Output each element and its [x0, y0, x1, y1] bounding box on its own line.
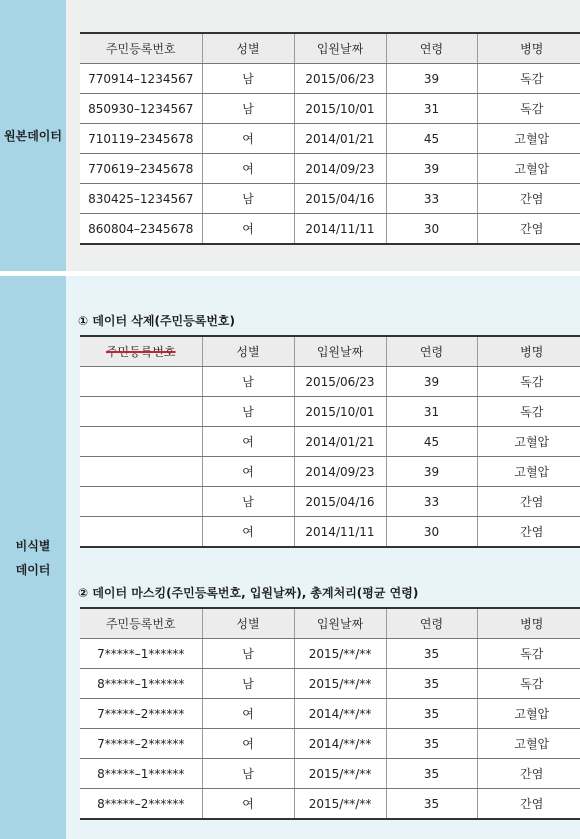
deidentified-data-label: 비식별 데이터 — [0, 276, 66, 839]
cell-age: 30 — [386, 517, 477, 548]
header-disease: 병명 — [477, 608, 580, 639]
header-admission-date: 입원날짜 — [294, 608, 386, 639]
cell-rrn: 860804–2345678 — [80, 214, 202, 245]
original-data-content — [66, 0, 580, 271]
cell-gender: 남 — [202, 759, 294, 789]
cell-rrn — [80, 427, 202, 457]
cell-admission-date: 2014/11/11 — [294, 517, 386, 548]
cell-rrn — [80, 367, 202, 397]
section1-title: ① 데이터 삭제(주민등록번호) — [78, 314, 235, 328]
original-data-table — [80, 32, 580, 245]
cell-admission-date: 2015/04/16 — [294, 184, 386, 214]
header-gender: 성별 — [202, 336, 294, 367]
cell-admission-date: 2014/01/21 — [294, 124, 386, 154]
cell-disease: 간염 — [477, 759, 580, 789]
cell-age: 31 — [386, 94, 477, 124]
cell-disease: 고혈압 — [477, 124, 580, 154]
cell-admission-date: 2015/10/01 — [294, 94, 386, 124]
header-age: 연령 — [386, 336, 477, 367]
cell-rrn: 8*****–2****** — [80, 789, 202, 820]
cell-rrn — [80, 457, 202, 487]
cell-gender: 여 — [202, 124, 294, 154]
cell-disease: 고혈압 — [477, 154, 580, 184]
cell-disease: 독감 — [477, 94, 580, 124]
cell-admission-date: 2014/09/23 — [294, 154, 386, 184]
header-rrn-deleted: 주민등록번호 — [80, 336, 202, 367]
cell-rrn: 8*****–1****** — [80, 759, 202, 789]
original-rows — [80, 64, 580, 245]
cell-rrn — [80, 487, 202, 517]
deletion-table — [80, 335, 580, 548]
cell-gender: 여 — [202, 457, 294, 487]
cell-age: 33 — [386, 184, 477, 214]
table-header-row — [80, 33, 580, 64]
cell-disease: 고혈압 — [477, 699, 580, 729]
table-row — [80, 64, 580, 94]
cell-gender: 여 — [202, 214, 294, 245]
cell-gender: 남 — [202, 184, 294, 214]
cell-gender: 여 — [202, 154, 294, 184]
cell-disease: 간염 — [477, 214, 580, 245]
cell-age: 35 — [386, 639, 477, 669]
table-row — [80, 184, 580, 214]
table-row — [80, 154, 580, 184]
cell-age: 39 — [386, 154, 477, 184]
cell-age: 33 — [386, 487, 477, 517]
cell-age: 30 — [386, 214, 477, 245]
cell-age: 35 — [386, 699, 477, 729]
cell-gender: 남 — [202, 64, 294, 94]
cell-rrn — [80, 517, 202, 548]
cell-disease: 간염 — [477, 789, 580, 820]
cell-admission-date: 2014/01/21 — [294, 427, 386, 457]
table-row — [80, 124, 580, 154]
cell-admission-date: 2015/**/** — [294, 639, 386, 669]
cell-age: 35 — [386, 759, 477, 789]
masking-rows — [80, 639, 580, 820]
header-disease: 병명 — [477, 336, 580, 367]
section2-title: ② 데이터 마스킹(주민등록번호, 입원날짜), 총계처리(평균 연령) — [78, 586, 419, 600]
cell-admission-date: 2015/04/16 — [294, 487, 386, 517]
cell-admission-date: 2015/**/** — [294, 789, 386, 820]
original-data-section — [0, 0, 580, 271]
cell-disease: 독감 — [477, 64, 580, 94]
cell-rrn — [80, 397, 202, 427]
cell-gender: 여 — [202, 789, 294, 820]
table-row — [80, 669, 580, 699]
original-data-label: 원본데이터 — [0, 0, 66, 271]
cell-gender: 남 — [202, 669, 294, 699]
table-row — [80, 367, 580, 397]
cell-age: 35 — [386, 669, 477, 699]
table-row — [80, 487, 580, 517]
cell-gender: 여 — [202, 729, 294, 759]
cell-gender: 남 — [202, 94, 294, 124]
deidentified-data-section — [0, 276, 580, 839]
cell-age: 45 — [386, 427, 477, 457]
cell-admission-date: 2014/**/** — [294, 699, 386, 729]
cell-age: 39 — [386, 457, 477, 487]
table-row — [80, 427, 580, 457]
cell-disease: 고혈압 — [477, 457, 580, 487]
table-row — [80, 699, 580, 729]
cell-gender: 남 — [202, 367, 294, 397]
cell-age: 39 — [386, 64, 477, 94]
cell-rrn: 7*****–2****** — [80, 699, 202, 729]
cell-disease: 독감 — [477, 639, 580, 669]
header-disease: 병명 — [477, 33, 580, 64]
table-row — [80, 457, 580, 487]
deletion-rows — [80, 367, 580, 548]
cell-rrn: 7*****–1****** — [80, 639, 202, 669]
cell-admission-date: 2015/**/** — [294, 669, 386, 699]
cell-rrn: 830425–1234567 — [80, 184, 202, 214]
header-gender: 성별 — [202, 33, 294, 64]
cell-disease: 고혈압 — [477, 427, 580, 457]
cell-disease: 독감 — [477, 397, 580, 427]
header-admission-date: 입원날짜 — [294, 336, 386, 367]
header-rrn: 주민등록번호 — [80, 33, 202, 64]
table-row — [80, 397, 580, 427]
header-age: 연령 — [386, 33, 477, 64]
cell-admission-date: 2015/06/23 — [294, 367, 386, 397]
cell-disease: 독감 — [477, 367, 580, 397]
cell-age: 31 — [386, 397, 477, 427]
table-row — [80, 759, 580, 789]
table-row — [80, 94, 580, 124]
header-age: 연령 — [386, 608, 477, 639]
cell-rrn: 710119–2345678 — [80, 124, 202, 154]
cell-admission-date: 2015/06/23 — [294, 64, 386, 94]
cell-rrn: 770914–1234567 — [80, 64, 202, 94]
cell-age: 39 — [386, 367, 477, 397]
cell-gender: 남 — [202, 397, 294, 427]
table-row — [80, 214, 580, 245]
cell-disease: 고혈압 — [477, 729, 580, 759]
cell-rrn: 770619–2345678 — [80, 154, 202, 184]
cell-rrn: 8*****–1****** — [80, 669, 202, 699]
masking-table — [80, 607, 580, 820]
table-row — [80, 517, 580, 548]
deidentified-data-content — [66, 276, 580, 839]
cell-gender: 남 — [202, 639, 294, 669]
cell-gender: 여 — [202, 699, 294, 729]
cell-admission-date: 2014/09/23 — [294, 457, 386, 487]
header-rrn: 주민등록번호 — [80, 608, 202, 639]
cell-admission-date: 2015/**/** — [294, 759, 386, 789]
cell-gender: 여 — [202, 517, 294, 548]
table-row — [80, 789, 580, 820]
cell-age: 35 — [386, 789, 477, 820]
cell-age: 35 — [386, 729, 477, 759]
header-gender: 성별 — [202, 608, 294, 639]
header-admission-date: 입원날짜 — [294, 33, 386, 64]
cell-disease: 간염 — [477, 487, 580, 517]
cell-admission-date: 2014/**/** — [294, 729, 386, 759]
cell-age: 45 — [386, 124, 477, 154]
cell-rrn: 7*****–2****** — [80, 729, 202, 759]
cell-gender: 남 — [202, 487, 294, 517]
table-header-row — [80, 336, 580, 367]
cell-admission-date: 2014/11/11 — [294, 214, 386, 245]
cell-admission-date: 2015/10/01 — [294, 397, 386, 427]
cell-gender: 여 — [202, 427, 294, 457]
table-header-row — [80, 608, 580, 639]
cell-rrn: 850930–1234567 — [80, 94, 202, 124]
cell-disease: 독감 — [477, 669, 580, 699]
cell-disease: 간염 — [477, 517, 580, 548]
table-row — [80, 639, 580, 669]
cell-disease: 간염 — [477, 184, 580, 214]
table-row — [80, 729, 580, 759]
